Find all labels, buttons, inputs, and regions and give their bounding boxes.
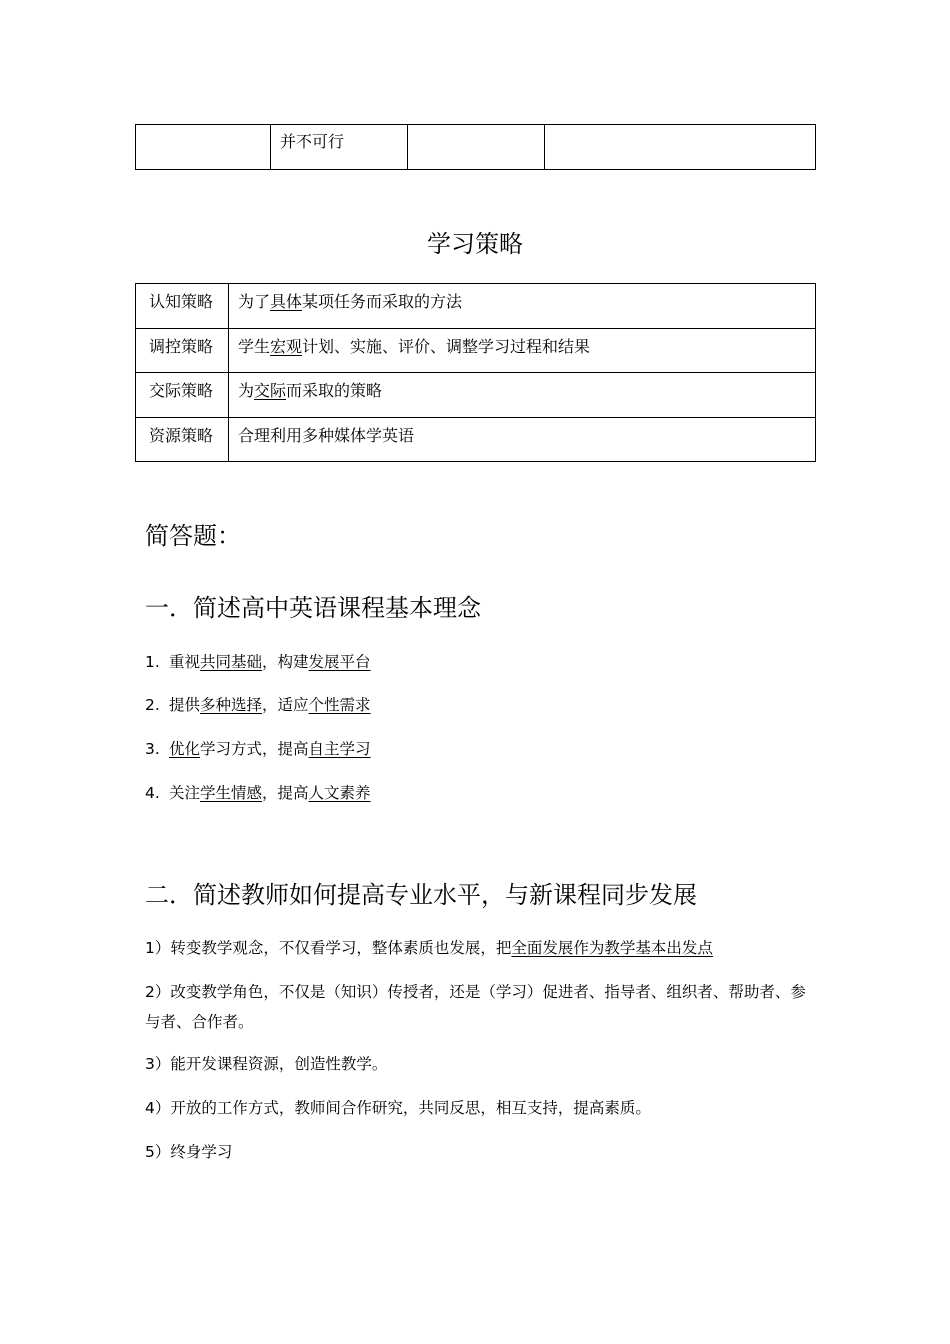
table-cell: 并不可行 — [271, 125, 408, 170]
strategy-desc: 学生宏观计划、实施、评价、调整学习过程和结果 — [229, 328, 816, 373]
table-row — [136, 417, 816, 462]
list-item: 2. 提供多种选择，适应个性需求 — [145, 696, 371, 714]
answer-paragraph: 2）改变教学角色，不仅是（知识）传授者，还是（学习）促进者、指导者、组织者、帮助者、参与者、合作者。 — [145, 983, 806, 1031]
table-cell — [408, 125, 545, 170]
section-title: 学习策略 — [427, 230, 523, 258]
strategy-name: 调控策略 — [136, 328, 229, 373]
strategy-desc: 为了具体某项任务而采取的方法 — [229, 284, 816, 329]
strategy-name: 资源策略 — [136, 417, 229, 462]
question-2-title: 二．简述教师如何提高专业水平，与新课程同步发展 — [145, 881, 697, 909]
strategy-desc: 为交际而采取的策略 — [229, 373, 816, 418]
list-item: 1. 重视共同基础，构建发展平台 — [145, 653, 371, 671]
strategy-table — [135, 283, 816, 462]
answer-paragraph: 3）能开发课程资源，创造性教学。 — [145, 1055, 388, 1073]
strategy-name: 认知策略 — [136, 284, 229, 329]
qa-heading: 简答题： — [145, 522, 241, 550]
question-1-title: 一．简述高中英语课程基本理念 — [145, 594, 481, 622]
table-cell — [136, 125, 271, 170]
table-row — [136, 284, 816, 329]
answer-paragraph: 5）终身学习 — [145, 1143, 233, 1161]
strategy-name: 交际策略 — [136, 373, 229, 418]
table-row — [136, 373, 816, 418]
table-row — [136, 125, 816, 170]
table-cell — [545, 125, 816, 170]
list-item: 4. 关注学生情感，提高人文素养 — [145, 784, 371, 802]
answer-paragraph: 1）转变教学观念，不仅看学习，整体素质也发展，把全面发展作为教学基本出发点 — [145, 939, 713, 957]
strategy-desc: 合理利用多种媒体学英语 — [229, 417, 816, 462]
table-row — [136, 328, 816, 373]
list-item: 3. 优化学习方式，提高自主学习 — [145, 740, 371, 758]
answer-paragraph: 4）开放的工作方式，教师间合作研究，共同反思，相互支持，提高素质。 — [145, 1099, 651, 1117]
continuation-table — [135, 124, 816, 170]
